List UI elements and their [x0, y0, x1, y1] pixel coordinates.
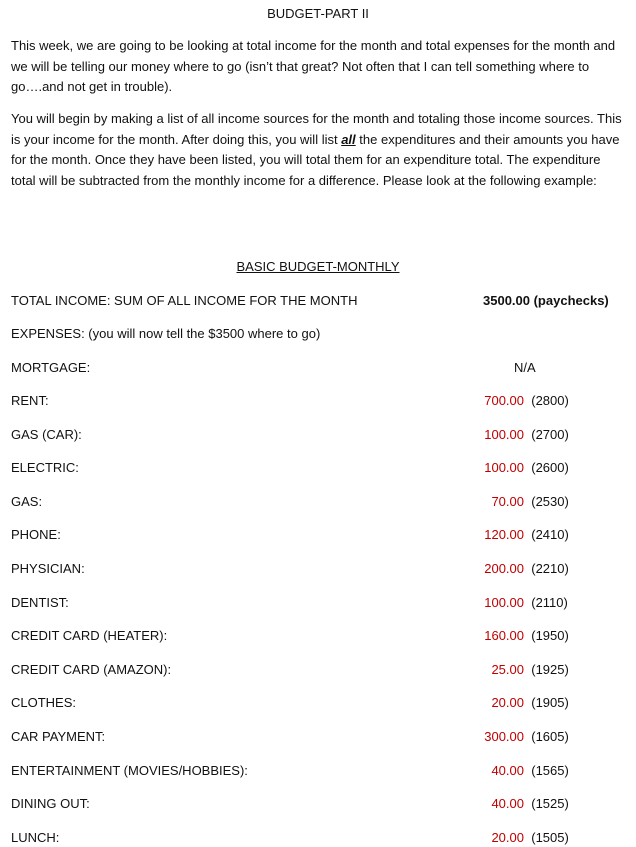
expense-amount-cell [440, 762, 569, 780]
expense-amount: 25.00 [491, 662, 524, 677]
expense-label: RENT: [11, 393, 49, 408]
expense-amount: 20.00 [491, 695, 524, 710]
expense-balance: (1905) [531, 695, 569, 710]
intro-paragraph-2-end: the expenditures and their amounts you have for the month. Once they have been listed, you will total them for an expenditure total. The expenditure total will be subtracted from the monthly income for a difference. Please look at the following example: [11, 131, 620, 188]
expense-label: PHONE: [11, 527, 61, 542]
expense-balance: (2210) [531, 561, 569, 576]
expense-amount-cell [440, 594, 568, 612]
expense-balance: (2530) [531, 494, 569, 509]
expense-amount-cell [440, 661, 569, 679]
expense-balance: (2600) [531, 460, 569, 475]
expense-balance: (2800) [531, 393, 569, 408]
intro-paragraph-1: This week, we are going to be looking at total income for the month and total expenses for the month and we will be telling our money where to go (isn’t that great? Not often that I can tell something where to go….and not get in trouble). [11, 38, 616, 94]
mortgage-value: N/A [514, 360, 536, 375]
expense-label: CREDIT CARD (HEATER): [11, 628, 168, 643]
expense-amount: 160.00 [484, 628, 524, 643]
expense-label: CLOTHES: [11, 695, 77, 710]
expense-label: PHYSICIAN: [11, 561, 85, 576]
expense-amount-cell [440, 627, 569, 645]
expense-amount: 100.00 [484, 460, 524, 475]
expense-amount-cell [440, 392, 569, 410]
expense-balance: (1505) [531, 830, 569, 845]
expense-label: LUNCH: [11, 830, 60, 845]
document-title: BUDGET-PART II [267, 6, 369, 21]
intro-paragraph-2-start: You will begin by making a list of all income sources for the month and totaling those income sources. This is your income for the month. After doing this, you will list [11, 111, 622, 147]
expense-amount-cell [440, 560, 569, 578]
expense-amount: 70.00 [491, 494, 524, 509]
expense-label: ELECTRIC: [11, 460, 79, 475]
expense-amount-cell [440, 795, 569, 813]
expenses-label: EXPENSES: (you will now tell the $3500 where to go) [11, 326, 321, 341]
expense-label: DENTIST: [11, 595, 69, 610]
income-value: 3500.00 (paychecks) [483, 293, 609, 308]
budget-title: BASIC BUDGET-MONTHLY [236, 259, 400, 274]
expense-label: CAR PAYMENT: [11, 729, 106, 744]
expense-amount-cell [440, 526, 569, 544]
expense-amount-cell [440, 493, 569, 511]
expense-amount-cell [440, 459, 569, 477]
expense-label: GAS (CAR): [11, 427, 82, 442]
mortgage-label: MORTGAGE: [11, 360, 91, 375]
expense-balance: (1950) [531, 628, 569, 643]
expense-amount-cell [440, 694, 569, 712]
expense-amount: 300.00 [484, 729, 524, 744]
expense-amount-cell [440, 728, 569, 746]
expense-amount: 120.00 [484, 527, 524, 542]
expense-label: DINING OUT: [11, 796, 90, 811]
expense-balance: (2110) [531, 595, 568, 610]
expense-balance: (1925) [531, 662, 569, 677]
expense-label: ENTERTAINMENT (MOVIES/HOBBIES): [11, 763, 248, 778]
expense-label: GAS: [11, 494, 43, 509]
expense-amount: 40.00 [491, 763, 524, 778]
expense-amount-cell [440, 829, 569, 847]
expense-amount: 700.00 [484, 393, 524, 408]
expense-balance: (1605) [531, 729, 569, 744]
expense-balance: (1565) [531, 763, 569, 778]
expense-amount: 20.00 [491, 830, 524, 845]
expense-label: CREDIT CARD (AMAZON): [11, 662, 172, 677]
expense-amount: 100.00 [484, 595, 524, 610]
expense-balance: (1525) [531, 796, 569, 811]
intro-paragraph-2 [11, 109, 626, 191]
expense-balance: (2410) [531, 527, 569, 542]
expense-amount: 200.00 [484, 561, 524, 576]
income-label: TOTAL INCOME: SUM OF ALL INCOME FOR THE MONTH [11, 293, 358, 308]
expense-amount: 40.00 [491, 796, 524, 811]
expense-amount-cell [440, 426, 569, 444]
expense-amount: 100.00 [484, 427, 524, 442]
expense-balance: (2700) [531, 427, 569, 442]
emphasis-all: all [341, 131, 356, 147]
